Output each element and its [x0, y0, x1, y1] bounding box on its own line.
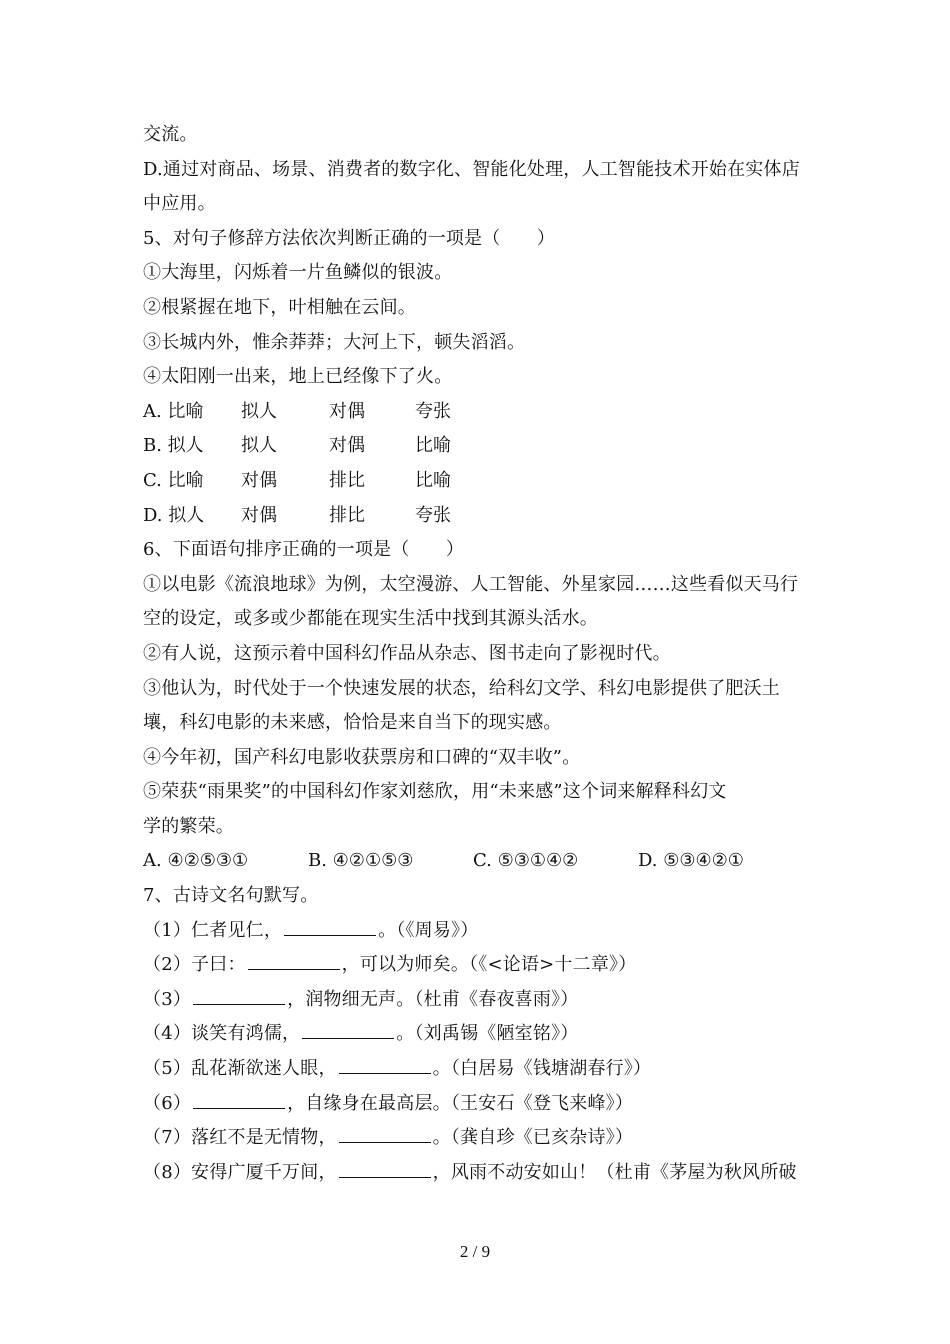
fill-suffix: 。（龚自珍《已亥杂诗》）	[432, 1127, 634, 1149]
page-number: 2 / 9	[459, 1242, 491, 1261]
fill-item	[143, 948, 823, 983]
question-5-option-c	[143, 464, 823, 499]
question-5-item: ③长城内外，惟余莽莽；大河上下，顿失滔滔。	[143, 331, 526, 353]
fill-item	[143, 983, 823, 1018]
question-6-line: ⑤荣获“雨果奖”的中国科幻作家刘慈欣，用“未来感”这个词来解释科幻文	[143, 781, 727, 803]
fill-suffix: 。（白居易《钱塘湖春行》）	[432, 1058, 652, 1080]
fill-item	[143, 1087, 823, 1122]
fill-suffix: ，自缘身在最高层。（王安石《登飞来峰》）	[287, 1092, 634, 1114]
option-value: 夸张	[415, 504, 451, 526]
fill-item	[143, 1017, 823, 1052]
question-6-line: 学的繁荣。	[143, 815, 234, 837]
fill-prefix: （6）	[143, 1092, 192, 1114]
answer-blank[interactable]	[339, 1126, 431, 1143]
option-label: A. 比喻	[143, 400, 204, 422]
question-5-option-a	[143, 395, 823, 430]
question-6-line: ④今年初，国产科幻电影收获票房和口碑的“双丰收”。	[143, 746, 581, 768]
fill-suffix: 。（《周易》）	[378, 919, 479, 941]
answer-blank[interactable]	[193, 988, 285, 1005]
fill-prefix: （5）乱花渐欲迷人眼，	[143, 1058, 337, 1080]
fill-suffix: 。（刘禹锡《陋室铭》）	[396, 1023, 579, 1045]
option-b: B. ④②①⑤③	[308, 850, 414, 872]
answer-blank[interactable]	[248, 953, 340, 970]
option-value: 排比	[329, 504, 365, 526]
question-5-option-b	[143, 429, 823, 464]
option-d: D. ⑤③④②①	[638, 850, 744, 872]
fill-item	[143, 914, 823, 949]
answer-blank[interactable]	[302, 1022, 394, 1039]
text-line: 交流。	[143, 124, 198, 145]
question-6-line: 空的设定，或多或少都能在现实生活中找到其源头活水。	[143, 608, 598, 630]
option-value: 比喻	[415, 435, 451, 457]
fill-prefix: （8）安得广厦千万间，	[143, 1161, 337, 1183]
page-content	[143, 118, 823, 1190]
fill-prefix: （7）落红不是无情物，	[143, 1127, 337, 1149]
answer-blank[interactable]	[339, 1161, 431, 1178]
fill-prefix: （2）子曰：	[143, 954, 246, 976]
question-6-line: ②有人说，这预示着中国科幻作品从杂志、图书走向了影视时代。	[143, 642, 671, 664]
text-line: 中应用。	[143, 193, 216, 215]
option-value: 排比	[329, 469, 365, 491]
question-5-item: ④太阳刚一出来，地上已经像下了火。	[143, 366, 453, 388]
answer-blank[interactable]	[339, 1057, 431, 1074]
question-5-item: ②根紧握在地下，叶相触在云间。	[143, 296, 416, 318]
option-label: B. 拟人	[143, 435, 204, 457]
option-label: D. 拟人	[143, 504, 205, 526]
fill-suffix: ，润物细无声。（杜甫《春夜喜雨》）	[287, 988, 579, 1010]
option-label: C. 比喻	[143, 469, 204, 491]
fill-prefix: （1）仁者见仁，	[143, 919, 283, 941]
option-value: 对偶	[329, 435, 365, 457]
option-value: 对偶	[241, 469, 277, 491]
fill-prefix: （4）谈笑有鸿儒，	[143, 1023, 301, 1045]
question-5-stem: 5、对句子修辞方法依次判断正确的一项是（ ）	[143, 227, 556, 249]
option-value: 夸张	[415, 400, 451, 422]
option-value: 拟人	[241, 400, 277, 422]
question-6-stem: 6、下面语句排序正确的一项是（ ）	[143, 539, 465, 561]
question-6-line: ③他认为，时代处于一个快速发展的状态，给科幻文学、科幻电影提供了肥沃土	[143, 677, 780, 699]
fill-item	[143, 1052, 823, 1087]
question-6-options	[143, 844, 823, 879]
option-value: 比喻	[415, 469, 451, 491]
fill-suffix: ，风雨不动安如山！（杜甫《茅屋为秋风所破	[432, 1161, 797, 1183]
question-6-line: 壤，科幻电影的未来感，恰恰是来自当下的现实感。	[143, 712, 562, 734]
option-value: 拟人	[241, 435, 277, 457]
option-value: 对偶	[329, 400, 365, 422]
fill-item	[143, 1156, 823, 1191]
answer-blank[interactable]	[284, 919, 376, 936]
option-c: C. ⑤③①④②	[473, 850, 579, 872]
question-5-option-d	[143, 499, 823, 534]
text-line: D.通过对商品、场景、消费者的数字化、智能化处理，人工智能技术开始在实体店	[143, 158, 800, 180]
option-value: 对偶	[241, 504, 277, 526]
question-5-item: ①大海里，闪烁着一片鱼鳞似的银波。	[143, 262, 453, 284]
fill-item	[143, 1121, 823, 1156]
option-a: A. ④②⑤③①	[143, 850, 249, 872]
answer-blank[interactable]	[193, 1092, 285, 1109]
question-7-stem: 7、古诗文名句默写。	[143, 885, 319, 907]
question-6-line: ①以电影《流浪地球》为例，太空漫游、人工智能、外星家园……这些看似天马行	[143, 573, 799, 595]
fill-prefix: （3）	[143, 988, 192, 1010]
fill-suffix: ，可以为师矣。（《<论语>十二章》）	[341, 954, 637, 976]
